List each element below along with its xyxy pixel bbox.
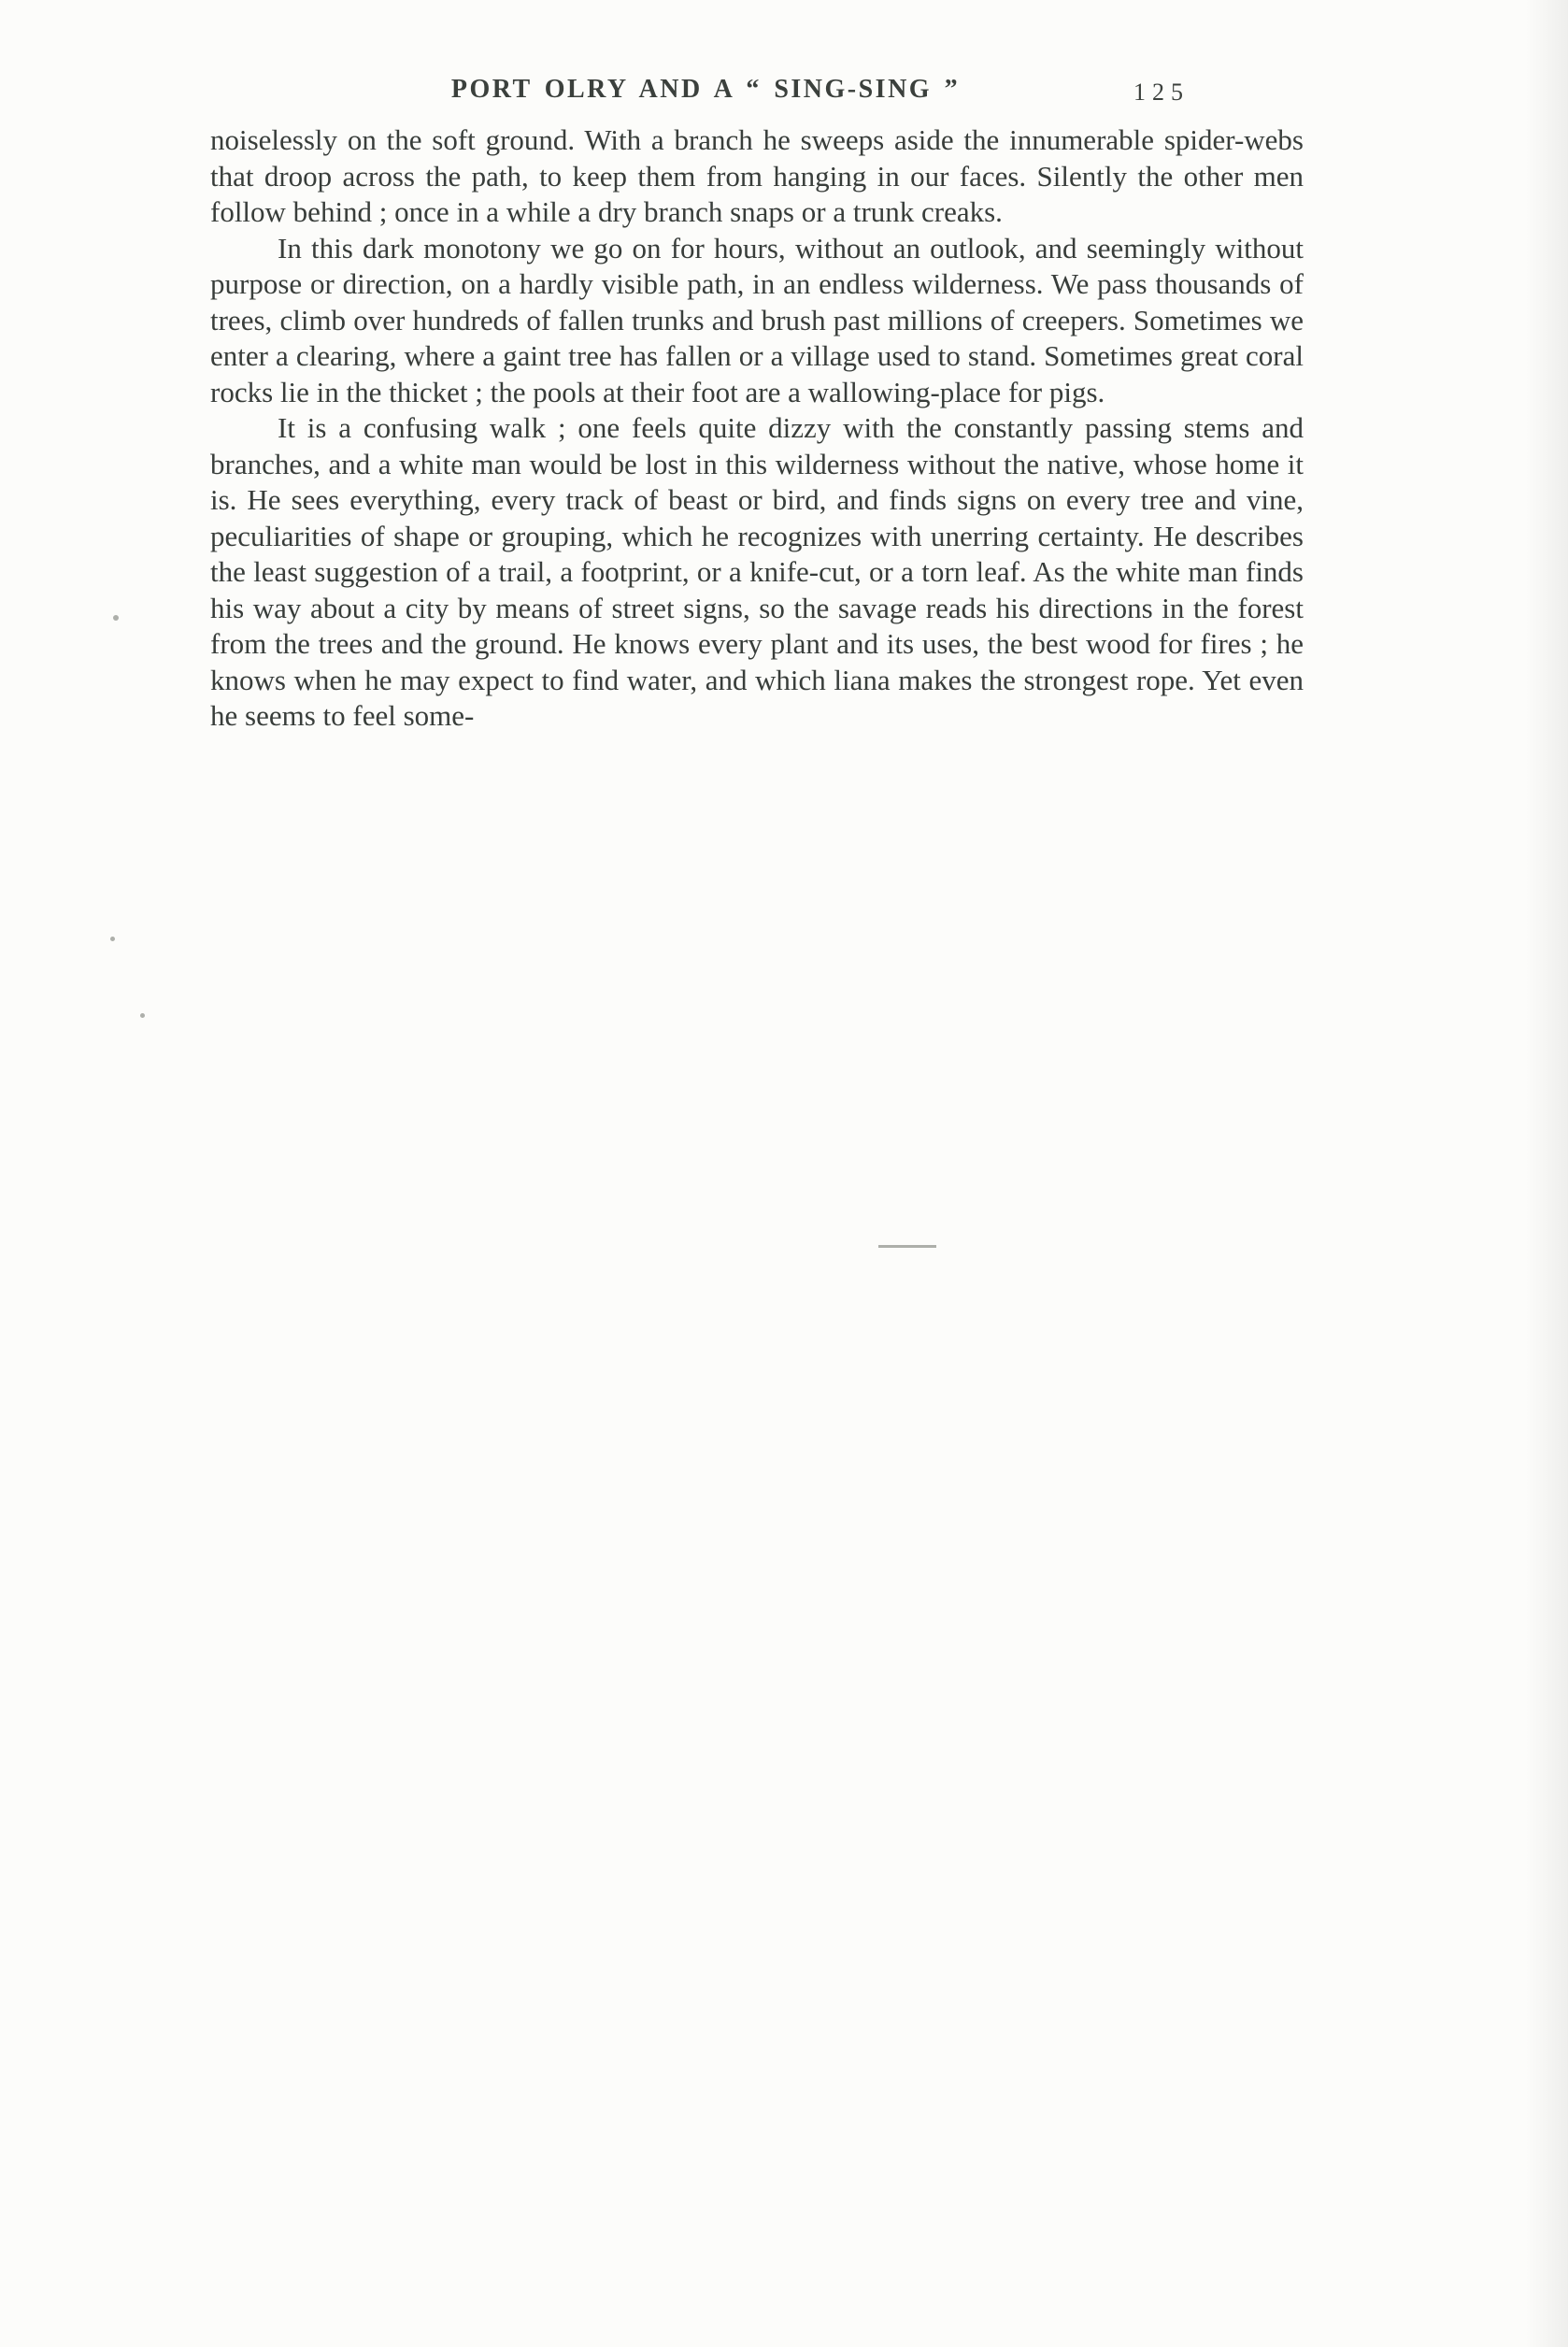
text-block — [210, 122, 1304, 735]
paragraph: It is a confusing walk ; one feels quite dizzy with the constantly passing stems and branches, and a white man would be lost in this wilderness without the native, whose home it is. He sees everything, every track of beast or bird, and finds signs on every tree and vine, peculiarities of shape or grouping, which he recognizes with unerring certainty. He describes the least suggestion of a trail, a footprint, or a knife-cut, or a torn leaf. As the white man finds his way about a city by means of street signs, so the savage reads his directions in the forest from the trees and the ground. He knows every plant and its uses, the best wood for fires ; he knows when he may expect to find water, and which liana makes the strongest rope. Yet even he seems to feel some- — [210, 411, 1304, 732]
scan-speck — [140, 1013, 145, 1018]
scan-mark — [878, 1245, 936, 1248]
paragraph: In this dark monotony we go on for hours, without an outlook, and seemingly without purpose or direction, on a hardly visible path, in an endless wilderness. We pass thousands of trees, climb over hundreds of fallen trunks and brush past millions of creepers. Sometimes we enter a clearing, where a gaint tree has fallen or a village used to stand. Sometimes great coral rocks lie in the thicket ; the pools at their foot are a wallowing-place for pigs. — [210, 231, 1304, 408]
running-header-title: PORT OLRY AND A “ SING-SING ” — [450, 75, 961, 104]
scan-speck — [113, 615, 119, 621]
paragraph: noiselessly on the soft ground. With a branch he sweeps aside the innumerable spider-webs that droop across the path, to keep them from hanging in our faces. Silently the other men follow behind ; once in a while a dry branch snaps or a trunk creaks. — [210, 123, 1304, 228]
page-edge-shadow — [1525, 0, 1568, 2347]
page-number: 125 — [1133, 79, 1190, 106]
scan-speck — [110, 937, 115, 941]
